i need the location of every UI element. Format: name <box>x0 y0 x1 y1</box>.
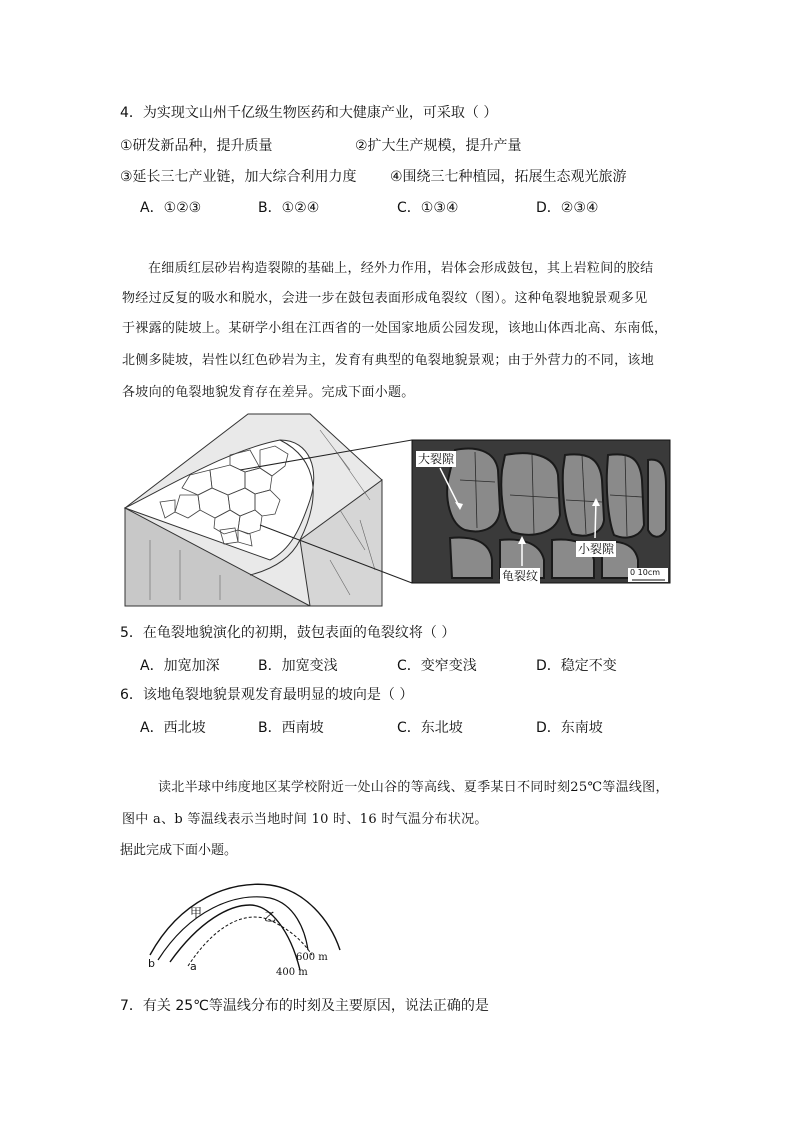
passage2-line-2: 图中 a、b 等温线表示当地时间 10 时、16 时气温分布状况。 <box>122 812 488 827</box>
turtle-crack-figure <box>120 410 675 610</box>
q5-stem: 5．在龟裂地貌演化的初期，鼓包表面的龟裂纹将（ ） <box>120 625 456 641</box>
label-b: b <box>148 957 155 970</box>
block-diagram <box>125 414 412 606</box>
q6-option-d: D．东南坡 <box>536 720 603 736</box>
label-big-crack: 大裂隙 <box>418 452 455 466</box>
passage1-line-5: 各坡向的龟裂地貌发育存在差异。完成下面小题。 <box>122 385 415 400</box>
q4-item-4: ④围绕三七种植园，拓展生态观光旅游 <box>390 169 627 185</box>
q4-option-a: A．①②③ <box>140 200 202 216</box>
q7-stem: 7．有关 25℃等温线分布的时刻及主要原因，说法正确的是 <box>120 998 489 1014</box>
q4-item-1: ①研发新品种，提升质量 <box>120 138 273 154</box>
isotherm-b <box>158 897 308 960</box>
contour-600m <box>150 884 340 955</box>
label-small-crack: 小裂隙 <box>578 542 615 556</box>
q4-item-2: ②扩大生产规模，提升产量 <box>355 138 522 154</box>
label-a: a <box>190 960 197 973</box>
passage1-line-4: 北侧多陡坡，岩性以红色砂岩为主，发育有典型的龟裂地貌景观；由于外营力的不同，该地 <box>122 353 655 368</box>
q6-stem: 6．该地龟裂地貌景观发育最明显的坡向是（ ） <box>120 687 414 703</box>
q4-stem: 4．为实现文山州千亿级生物医药和大健康产业，可采取（ ） <box>120 105 498 121</box>
passage2-line-1: 读北半球中纬度地区某学校附近一处山谷的等高线、夏季某日不同时刻25℃等温线图， <box>158 780 669 795</box>
label-600m: 600 m <box>296 952 328 963</box>
q4-option-b: B．①②④ <box>258 200 320 216</box>
label-jia: 甲 <box>190 906 203 920</box>
q6-option-a: A．西北坡 <box>140 720 206 736</box>
passage1-line-1: 在细质红层砂岩构造裂隙的基础上，经外力作用，岩体会形成鼓包，其上岩粒间的胶结 <box>148 261 654 276</box>
q5-option-b: B．加宽变浅 <box>258 658 338 674</box>
q4-option-c: C．①③④ <box>397 200 459 216</box>
q5-option-c: C．变窄变浅 <box>397 658 477 674</box>
passage1-line-2: 物经过反复的吸水和脱水，会进一步在鼓包表面形成龟裂纹（图）。这种龟裂地貌景观多见 <box>122 291 648 306</box>
q4-option-d: D．②③④ <box>536 200 599 216</box>
q5-option-d: D．稳定不变 <box>536 658 617 674</box>
label-scale: 0 10cm <box>630 568 661 577</box>
contour-isotherm-figure <box>140 880 370 980</box>
q6-option-c: C．东北坡 <box>397 720 463 736</box>
q5-option-a: A．加宽加深 <box>140 658 220 674</box>
q6-option-b: B．西南坡 <box>258 720 324 736</box>
isotherm-a <box>188 917 312 966</box>
label-400m: 400 m <box>276 967 308 978</box>
q4-item-3: ③延长三七产业链，加大综合利用力度 <box>120 169 357 185</box>
passage2-tail: 据此完成下面小题。 <box>120 843 238 858</box>
label-turtle-crack: 龟裂纹 <box>502 569 539 583</box>
label-yi: 乙 <box>264 910 277 924</box>
passage1-line-3: 于裸露的陡坡上。某研学小组在江西省的一处国家地质公园发现，该地山体西北高、东南低， <box>122 321 668 336</box>
